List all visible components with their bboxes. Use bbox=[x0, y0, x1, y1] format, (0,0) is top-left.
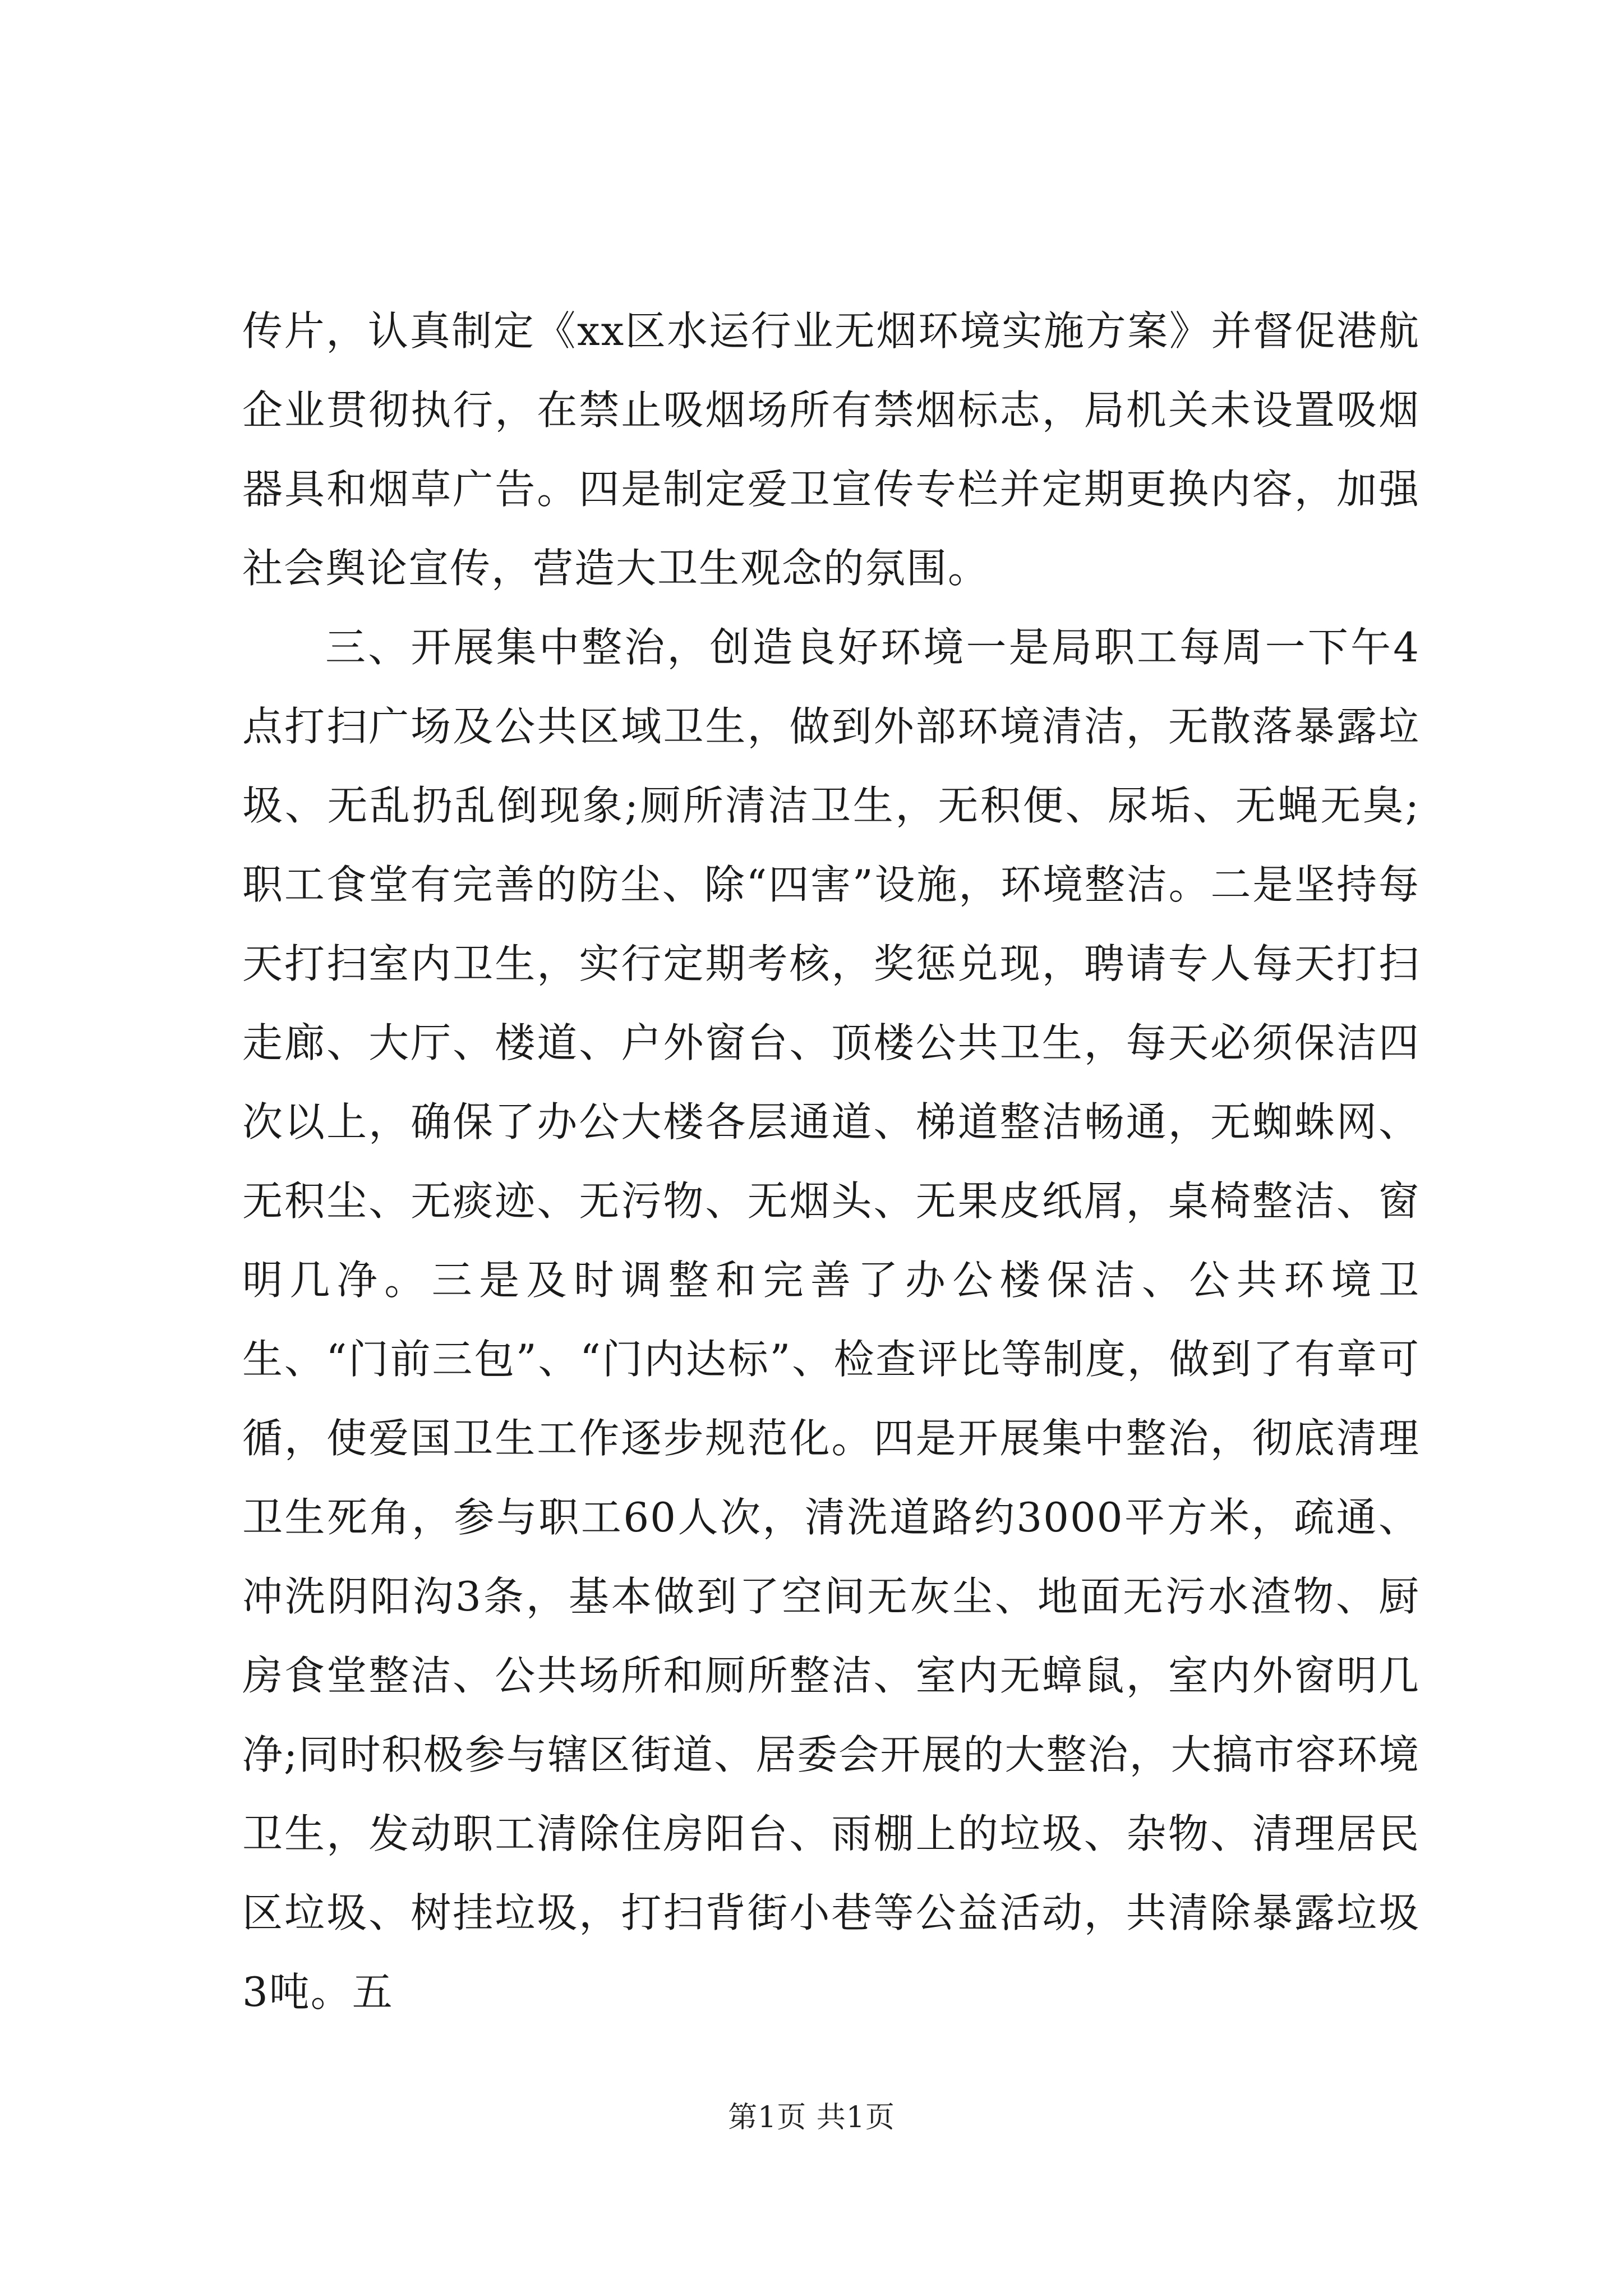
document-body bbox=[242, 292, 1420, 2032]
paragraph-2: 三、开展集中整治，创造良好环境一是局职工每周一下午4点打扫广场及公共区域卫生，做到外部环境清洁，无散落暴露垃圾、无乱扔乱倒现象;厕所清洁卫生，无积便、尿垢、无蝇无臭;职工食堂有完善的防尘、除“四害”设施，环境整洁。二是坚持每天打扫室内卫生，实行定期考核，奖惩兑现，聘请专人每天打扫走廊、大厅、楼道、户外窗台、顶楼公共卫生，每天必须保洁四次以上，确保了办公大楼各层通道、梯道整洁畅通，无蜘蛛网、无积尘、无痰迹、无污物、无烟头、无果皮纸屑，桌椅整洁、窗明几净。三是及时调整和完善了办公楼保洁、公共环境卫生、“门前三包”、“门内达标”、检查评比等制度，做到了有章可循，使爱国卫生工作逐步规范化。四是开展集中整治，彻底清理卫生死角，参与职工60人次，清洗道路约3000平方米，疏通、冲洗阴阳沟3条，基本做到了空间无灰尘、地面无污水渣物、厨房食堂整洁、公共场所和厕所整洁、室内无蟑鼠，室内外窗明几净;同时积极参与辖区街道、居委会开展的大整治，大搞市容环境卫生，发动职工清除住房阳台、雨棚上的垃圾、杂物、清理居民区垃圾、树挂垃圾，打扫背街小巷等公益活动，共清除暴露垃圾3吨。五 bbox=[242, 624, 1420, 2016]
paragraph-1: 传片，认真制定《xx区水运行业无烟环境实施方案》并督促港航企业贯彻执行，在禁止吸烟场所有禁烟标志，局机关未设置吸烟器具和烟草广告。四是制定爱卫宣传专栏并定期更换内容，加强社会舆论宣传，营造大卫生观念的氛围。 bbox=[242, 307, 1420, 592]
page-footer: 第1页 共1页 bbox=[728, 2101, 895, 2134]
